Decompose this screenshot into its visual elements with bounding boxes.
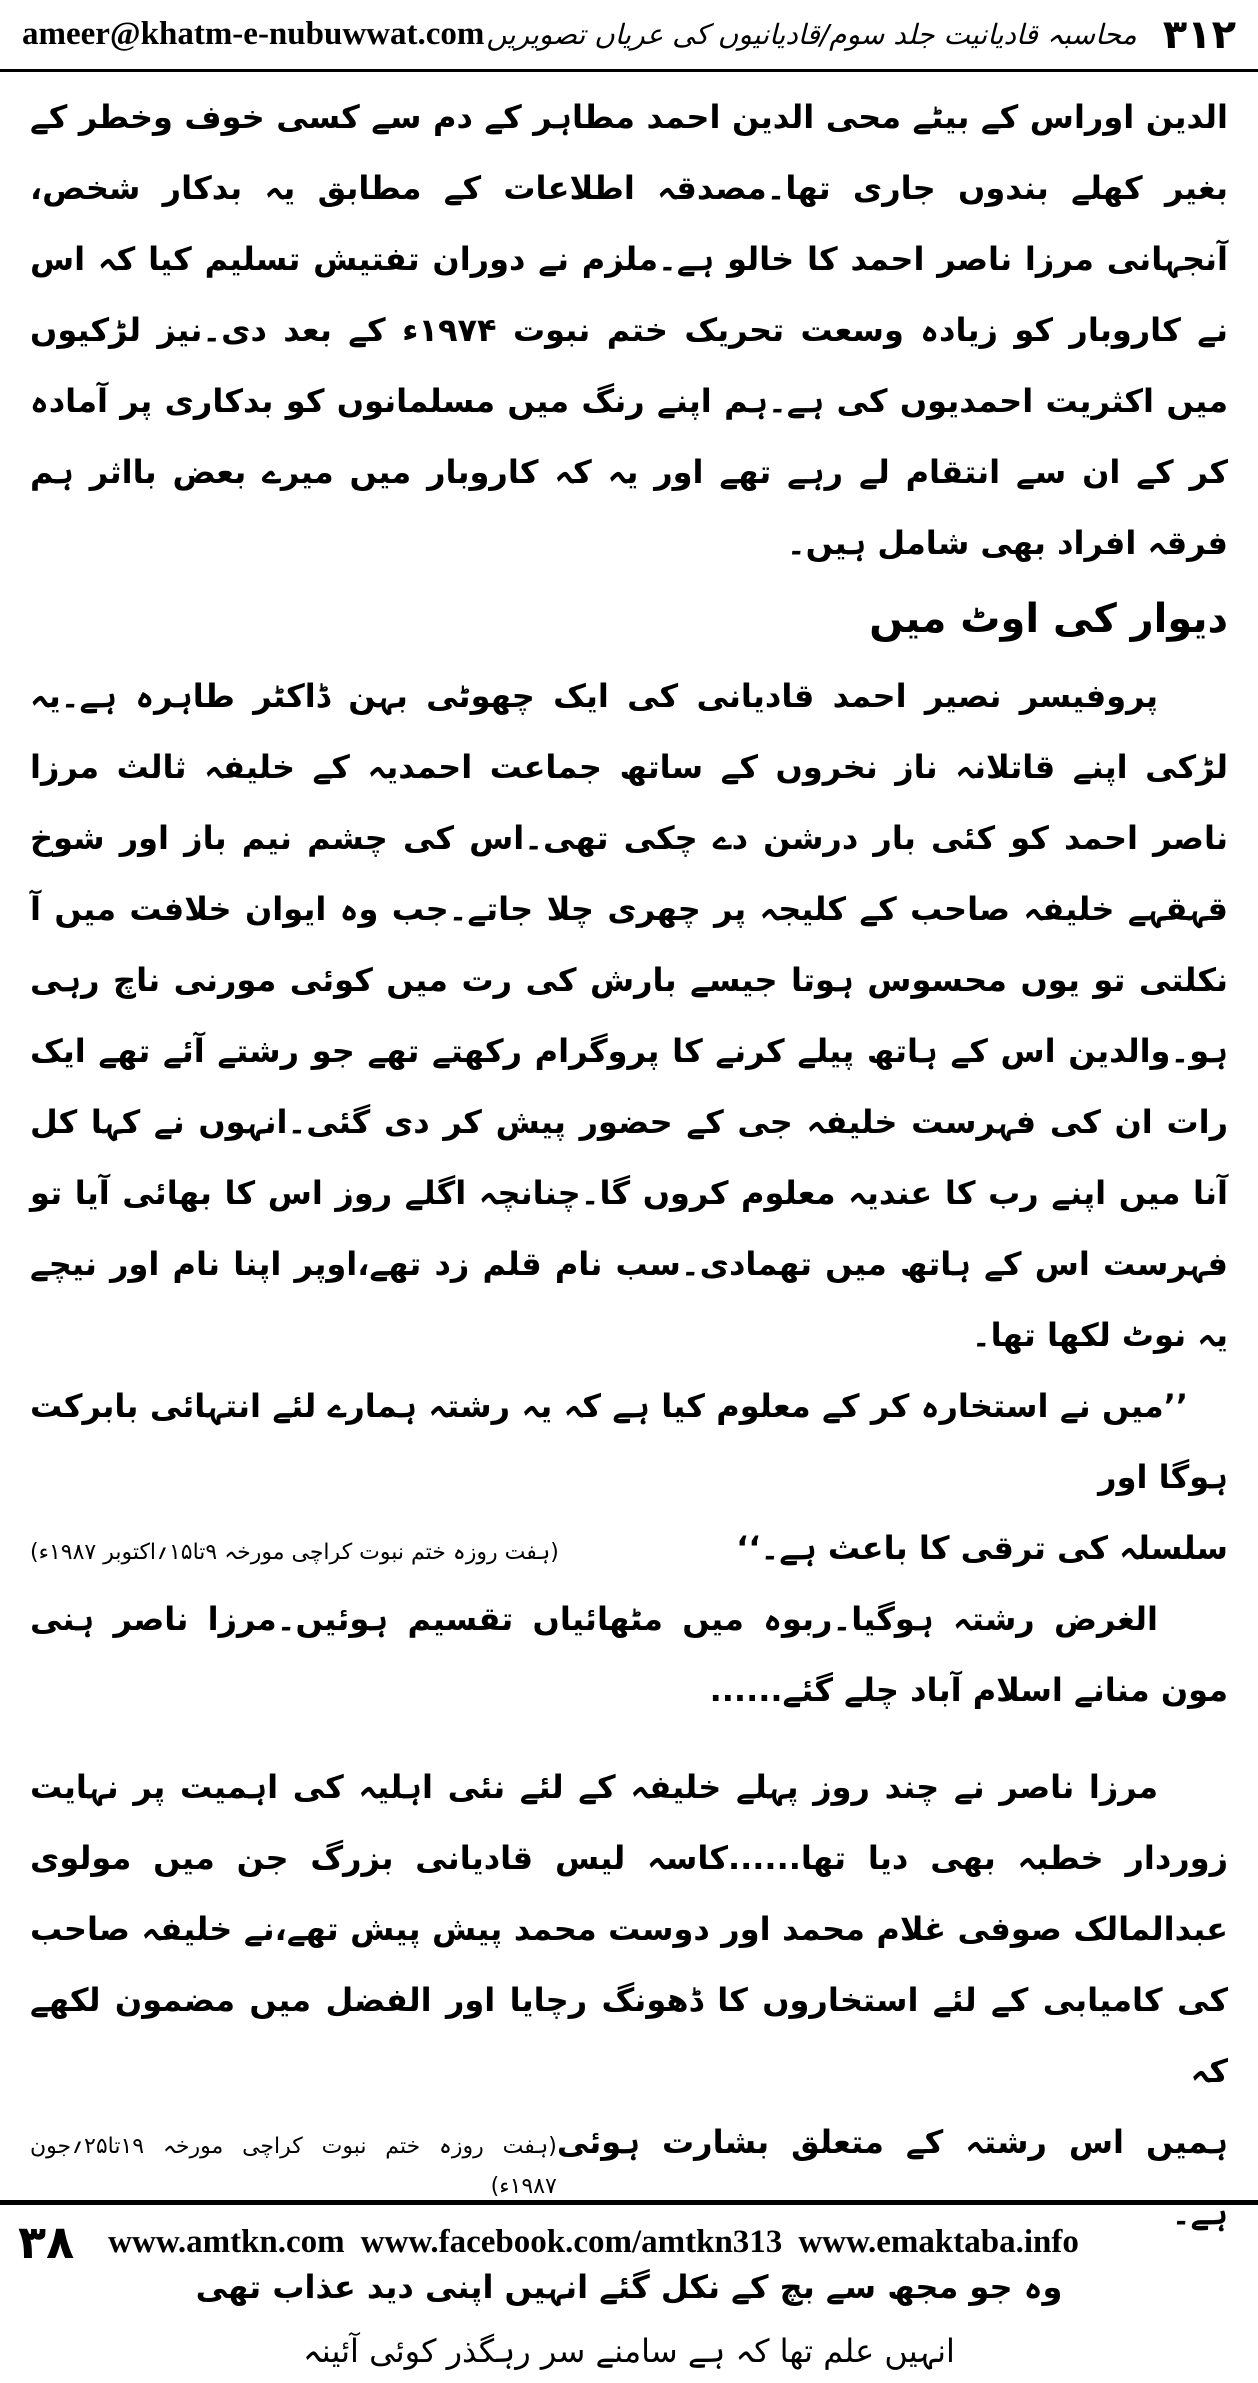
footer-links <box>108 2224 1079 2261</box>
paragraph-1: الدین اوراس کے بیٹے محی الدین احمد مطاہر کے دم سے کسی خوف وخطر کے بغیر کھلے بندوں جاری تھا۔مصدقہ اطلاعات کے مطابق یہ بدکار شخص، آنجہانی مرزا ناصر احمد کا خالو ہے۔ملزم نے دوران تفتیش تسلیم کیا کہ اس نے کاروبار کو زیادہ وسعت تحریک ختم نبوت ۱۹۷۴ء کے بعد دی۔نیز لڑکیوں میں اکثریت احمدیوں کی ہے۔ہم اپنے رنگ میں مسلمانوں کو بدکاری پر آمادہ کر کے ان سے انتقام لے رہے تھے اور یہ کہ کاروبار میں میرے بعض بااثر ہم فرقہ افراد بھی شامل ہیں۔ <box>30 98 1228 562</box>
paragraph-4-end: ہمیں اس رشتہ کے متعلق بشارت ہوئی ہے۔ <box>556 2123 1228 2232</box>
paragraph-3: الغرض رشتہ ہوگیا۔ربوہ میں مٹھائیاں تقسیم ہوئیں۔مرزا ناصر ہنی مون منانے اسلام آباد چلے گئے...... <box>30 1600 1228 1709</box>
section-heading: دیوار کی اوٹ میں <box>869 596 1228 642</box>
paragraph-4: مرزا ناصر نے چند روز پہلے خلیفہ کے لئے نئی اہلیہ کی اہمیت پر نہایت زوردار خطبہ بھی دیا تھا......کاسہ لیس قادیانی بزرگ جن میں مولوی عبدالمالک صوفی غلام محمد اور دوست محمد پیش پیش تھے،نے خلیفہ صاحب کی کامیابی کے لئے استخاروں کا ڈھونگ رچایا اور الفضل میں مضمون لکھے کہ <box>30 1768 1228 2090</box>
header-page-number: ۳۱۲ <box>1162 11 1236 58</box>
page-body <box>30 82 1228 2383</box>
page-header <box>0 0 1258 72</box>
footer-link-facebook[interactable]: www.facebook.com/amtkn313 <box>360 2223 783 2260</box>
footer-link-emaktaba[interactable]: www.emaktaba.info <box>798 2223 1079 2260</box>
header-email: ameer@khatm-e-nubuwwat.com <box>22 16 485 52</box>
poem-line-1: وہ جو مجھ سے بچ کے نکل گئے انہیں اپنی دید عذاب تھی <box>195 2268 1063 2306</box>
citation-1: (ہفت روزہ ختم نبوت کراچی مورخہ ۹تا۱۵؍اکتوبر ۱۹۸۷ء) <box>30 1540 559 1565</box>
quotation-end: سلسلہ کی ترقی کا باعث ہے۔‘‘ <box>736 1529 1228 1567</box>
header-book-title: محاسبہ قادیانیت جلد سوم/قادیانیوں کی عریاں تصویریں <box>486 18 1137 51</box>
quotation-end-line <box>30 1513 1228 1584</box>
page-footer <box>0 2200 1258 2279</box>
footer-folio: ۳۸ <box>18 2215 75 2269</box>
citation-2: (ہفت روزہ ختم نبوت کراچی مورخہ ۱۹تا۲۵؍جون ۱۹۸۷ء) <box>30 2134 557 2199</box>
footer-link-amtkn[interactable]: www.amtkn.com <box>108 2223 345 2260</box>
paragraph-2: پروفیسر نصیر احمد قادیانی کی ایک چھوٹی بہن ڈاکٹر طاہرہ ہے۔یہ لڑکی اپنے قاتلانہ ناز نخروں کے ساتھ جماعت احمدیہ کے خلیفہ ثالث مرزا ناصر احمد کو کئی بار درشن دے چکی تھی۔اس کی چشم نیم باز اور شوخ قہقہے خلیفہ صاحب کے کلیجہ پر چھری چلا جاتے۔جب وہ ایوان خلافت میں آ نکلتی تو یوں محسوس ہوتا جیسے بارش کی رت میں کوئی مورنی ناچ رہی ہو۔والدین اس کے ہاتھ پیلے کرنے کا پروگرام رکھتے تھے جو رشتے آئے تھے ایک رات ان کی فہرست خلیفہ جی کے حضور پیش کر دی گئی۔انہوں نے کہا کل آنا میں اپنے رب کا عندیہ معلوم کروں گا۔چنانچہ اگلے روز اس کا بھائی آیا تو فہرست اس کے ہاتھ میں تھمادی۔سب نام قلم زد تھے،اوپر اپنا نام اور نیچے یہ نوٹ لکھا تھا۔ <box>30 677 1228 1354</box>
quotation: ’’میں نے استخارہ کر کے معلوم کیا ہے کہ یہ رشتہ ہمارے لئے انتہائی بابرکت ہوگا اور <box>30 1387 1228 1496</box>
spacer <box>30 1726 1228 1752</box>
poem-line-2: انہیں علم تھا کہ ہے سامنے سر رہگذر کوئی آئینہ <box>303 2332 955 2370</box>
header-title-group <box>486 12 1236 58</box>
